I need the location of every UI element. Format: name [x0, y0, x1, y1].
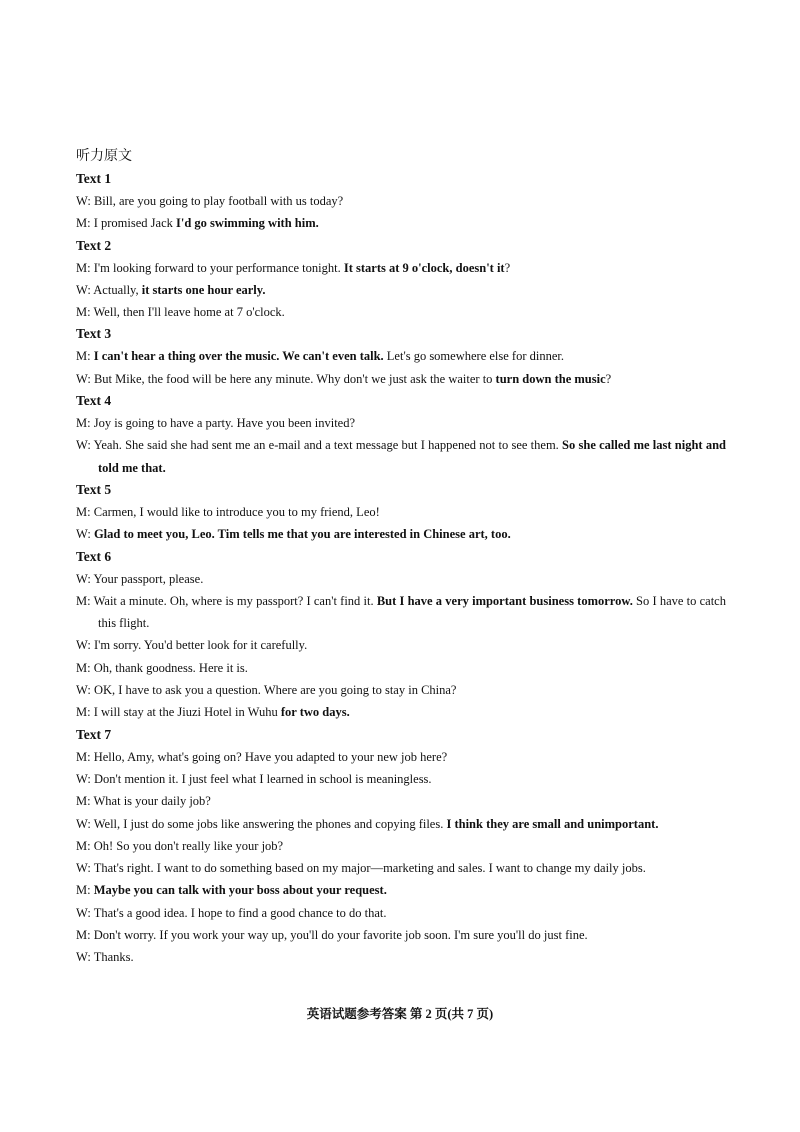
dialogue-line: [76, 523, 726, 545]
dialogue-text: What is your daily job?: [93, 794, 211, 809]
speaker-label: W: [76, 282, 88, 297]
dialogue-text: I will stay at the Jiuzi Hotel in Wuhu: [93, 705, 281, 720]
section-title: Text 2: [76, 237, 112, 253]
dialogue-text: Joy is going to have a party. Have you been invited?: [93, 416, 356, 431]
dialogue-text: ?: [605, 371, 612, 386]
dialogue-line: [76, 279, 726, 301]
dialogue-line: [76, 813, 726, 835]
dialogue-line: [76, 412, 726, 434]
page-footer: 英语试题参考答案 第 2 页(共 7 页): [306, 1007, 494, 1021]
speaker-colon: :: [87, 282, 94, 297]
transcript-content: [76, 146, 726, 969]
speaker-colon: :: [87, 371, 94, 386]
speaker-colon: :: [87, 349, 94, 364]
dialogue-line: [76, 568, 726, 590]
speaker-colon: :: [87, 638, 94, 653]
dialogue-text: ?: [504, 260, 511, 275]
dialogue-text: Wait a minute. Oh, where is my passport? I can't find it.: [93, 593, 377, 608]
dialogue-line: [76, 879, 726, 901]
speaker-colon: :: [87, 794, 94, 809]
dialogue-text: Hello, Amy, what's going on? Have you adapted to your new job here?: [93, 749, 448, 764]
speaker-colon: :: [87, 928, 94, 943]
dialogue-text: Yeah. She said she had sent me an e-mail and a text message but I happened not to see them.: [93, 438, 563, 453]
section-title: Text 7: [76, 726, 112, 742]
dialogue-text: Don't worry. If you work your way up, you'll do your favorite job soon. I'm sure you'll do just fine.: [93, 928, 588, 943]
dialogue-text: Carmen, I would like to introduce you to my friend, Leo!: [93, 504, 380, 519]
dialogue-text: That's a good idea. I hope to find a good chance to do that.: [93, 905, 387, 920]
key-phrase: I can't hear a thing over the music. We can't even talk.: [93, 349, 384, 364]
dialogue-line: [76, 657, 726, 679]
dialogue-text: Well, I just do some jobs like answering the phones and copying files.: [93, 816, 447, 831]
speaker-colon: :: [87, 749, 94, 764]
speaker-colon: :: [87, 905, 94, 920]
dialogue-line: [76, 434, 726, 479]
speaker-label: M: [76, 416, 88, 431]
key-phrase: I think they are small and unimportant.: [446, 816, 659, 831]
dialogue-text: OK, I have to ask you a question. Where are you going to stay in China?: [93, 683, 457, 698]
speaker-label: M: [76, 705, 88, 720]
key-phrase: for two days.: [280, 705, 350, 720]
dialogue-text: So I have to catch this flight.: [98, 593, 726, 631]
dialogue-text: I promised Jack: [93, 216, 177, 231]
speaker-label: W: [76, 861, 88, 876]
speaker-colon: :: [87, 705, 94, 720]
dialogue-line: [76, 634, 726, 656]
section-title: Text 6: [76, 548, 112, 564]
speaker-label: M: [76, 216, 88, 231]
dialogue-line: [76, 368, 726, 390]
dialogue-line: [76, 345, 726, 367]
speaker-label: M: [76, 928, 88, 943]
dialogue-text: Thanks.: [93, 950, 134, 965]
dialogue-line: [76, 301, 726, 323]
page-heading: 听力原文: [76, 149, 132, 164]
speaker-label: W: [76, 638, 88, 653]
speaker-label: W: [76, 571, 88, 586]
speaker-colon: :: [87, 527, 94, 542]
speaker-label: M: [76, 883, 88, 898]
speaker-colon: :: [87, 194, 94, 208]
dialogue-line: [76, 190, 726, 212]
speaker-colon: :: [87, 260, 94, 275]
key-phrase: it starts one hour early.: [141, 282, 266, 297]
dialogue-line: [76, 902, 726, 924]
dialogue-line: [76, 212, 726, 234]
speaker-colon: :: [87, 416, 94, 431]
dialogue-line: [76, 257, 726, 279]
speaker-colon: :: [87, 216, 94, 231]
speaker-label: M: [76, 504, 88, 519]
dialogue-line: [76, 790, 726, 812]
speaker-colon: :: [87, 571, 94, 586]
dialogue-text: Don't mention it. I just feel what I learned in school is meaningless.: [93, 771, 432, 786]
speaker-label: W: [76, 194, 88, 208]
speaker-label: W: [76, 816, 88, 831]
dialogue-line: [76, 501, 726, 523]
key-phrase: turn down the music: [495, 371, 606, 386]
dialogue-line: [76, 746, 726, 768]
speaker-colon: :: [87, 593, 94, 608]
dialogue-text: Actually,: [93, 282, 142, 297]
speaker-colon: :: [87, 883, 94, 898]
speaker-label: M: [76, 305, 88, 320]
key-phrase: It starts at 9 o'clock, doesn't it: [343, 260, 505, 275]
dialogue-text: Bill, are you going to play football with us today?: [93, 194, 344, 208]
key-phrase: I'd go swimming with him.: [176, 216, 319, 231]
dialogue-text: Well, then I'll leave home at 7 o'clock.: [93, 305, 285, 320]
speaker-colon: :: [87, 950, 94, 965]
speaker-label: W: [76, 527, 88, 542]
section-title: Text 5: [76, 481, 112, 497]
dialogue-line: [76, 590, 726, 635]
speaker-colon: :: [87, 683, 94, 698]
speaker-label: M: [76, 749, 88, 764]
key-phrase: Glad to meet you, Leo. Tim tells me that you are interested in Chinese art, too.: [93, 527, 511, 542]
speaker-label: W: [76, 950, 88, 965]
dialogue-line: [76, 835, 726, 857]
dialogue-text: Oh! So you don't really like your job?: [93, 838, 284, 853]
speaker-label: W: [76, 371, 88, 386]
speaker-label: M: [76, 260, 88, 275]
section-title: Text 3: [76, 326, 112, 342]
dialogue-text: I'm looking forward to your performance tonight.: [93, 260, 344, 275]
speaker-label: M: [76, 349, 88, 364]
dialogue-line: [76, 946, 726, 968]
speaker-colon: :: [87, 438, 94, 453]
dialogue-line: [76, 768, 726, 790]
dialogue-text: Your passport, please.: [93, 571, 204, 586]
speaker-label: W: [76, 905, 88, 920]
section-title: Text 4: [76, 393, 112, 409]
speaker-label: W: [76, 438, 88, 453]
speaker-colon: :: [87, 660, 94, 675]
dialogue-text: But Mike, the food will be here any minute. Why don't we just ask the waiter to: [93, 371, 496, 386]
speaker-colon: :: [87, 861, 94, 876]
transcript-sections: [76, 168, 726, 969]
dialogue-text: Oh, thank goodness. Here it is.: [93, 660, 248, 675]
speaker-colon: :: [87, 504, 94, 519]
dialogue-line: [76, 857, 726, 879]
dialogue-line: [76, 924, 726, 946]
speaker-colon: :: [87, 816, 94, 831]
section-title: Text 1: [76, 171, 112, 186]
dialogue-text: I'm sorry. You'd better look for it carefully.: [93, 638, 308, 653]
speaker-label: M: [76, 838, 88, 853]
key-phrase: So she called me last night and told me that.: [98, 438, 727, 475]
speaker-colon: :: [87, 771, 94, 786]
speaker-label: M: [76, 660, 88, 675]
speaker-label: M: [76, 794, 88, 809]
key-phrase: But I have a very important business tomorrow.: [376, 593, 633, 608]
dialogue-text: That's right. I want to do something based on my major—marketing and sales. I want to change my daily jobs.: [93, 861, 646, 876]
speaker-colon: :: [87, 305, 94, 320]
dialogue-text: Let's go somewhere else for dinner.: [383, 349, 564, 364]
speaker-label: W: [76, 771, 88, 786]
speaker-label: W: [76, 683, 88, 698]
dialogue-line: [76, 679, 726, 701]
speaker-colon: :: [87, 838, 94, 853]
key-phrase: Maybe you can talk with your boss about your request.: [93, 883, 387, 898]
speaker-label: M: [76, 593, 88, 608]
dialogue-line: [76, 701, 726, 723]
